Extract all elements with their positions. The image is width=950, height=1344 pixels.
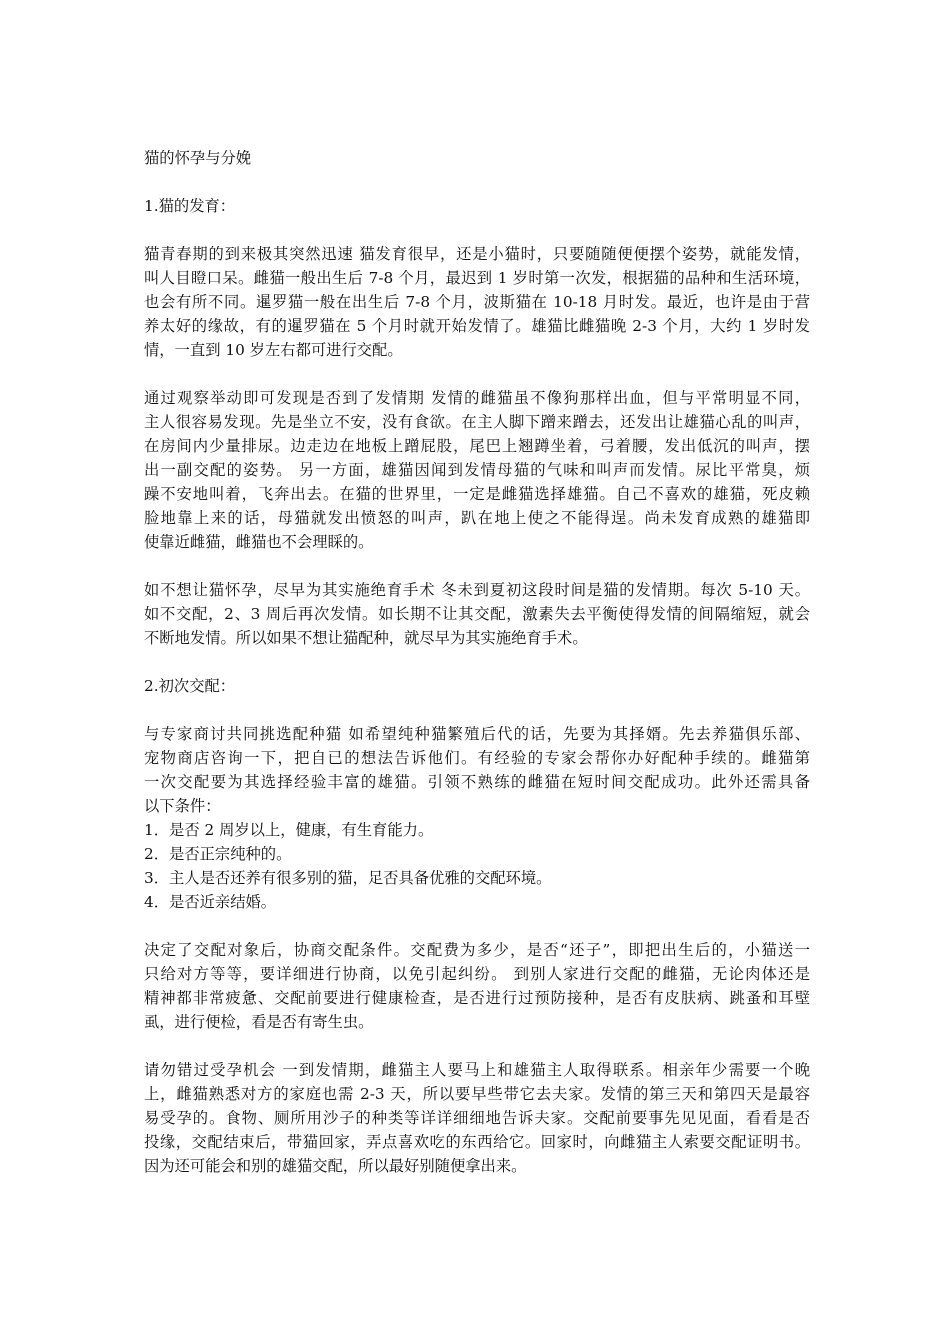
paragraph-line: 一次交配要为其选择经验丰富的雄猫。引领不熟练的雌猫在短时间交配成功。此外还需具备 xyxy=(144,773,810,791)
paragraph-line: 躁不安地叫着，飞奔出去。在猫的世界里，一定是雌猫选择雄猫。自己不喜欢的雄猫，死皮赖 xyxy=(144,485,810,503)
paragraph-mating-terms xyxy=(144,938,810,1034)
paragraph-line: 叫人目瞪口呆。雌猫一般出生后 7-8 个月，最迟到 1 岁时第一次发，根据猫的品种和生活环境， xyxy=(144,269,810,287)
paragraph-line: 通过观察举动即可发现是否到了发情期 发情的雌猫虽不像狗那样出血，但与平常明显不同， xyxy=(144,389,810,407)
paragraph-line: 使靠近雌猫，雌猫也不会理睬的。 xyxy=(144,533,374,551)
paragraph-line: 以下条件： xyxy=(144,797,221,815)
list-item: 1．是否 2 周岁以上，健康，有生育能力。 xyxy=(144,821,434,839)
paragraph-line: 宠物商店咨询一下，把自已的想法告诉他们。有经验的专家会帮你办好配种手续的。雌猫第 xyxy=(144,749,810,767)
paragraph-line: 精神都非常疲惫、交配前要进行健康检查，是否进行过预防接种，是否有皮肤病、跳蚤和耳壁 xyxy=(144,989,810,1007)
paragraph-line: 脸地靠上来的话，母猫就发出愤怒的叫声，趴在地上使之不能得逞。尚未发育成熟的雄猫即 xyxy=(144,509,810,527)
paragraph-line: 易受孕的。食物、厕所用沙子的种类等详详细细地告诉夫家。交配前要事先见见面，看看是否 xyxy=(144,1109,810,1127)
paragraph-line: 养太好的缘故，有的暹罗猫在 5 个月时就开始发情了。雄猫比雌猫晚 2-3 个月，大约 1 岁时发 xyxy=(144,317,810,335)
paragraph-choose-mate xyxy=(144,722,810,818)
paragraph-line: 投缘，交配结束后，带猫回家，弄点喜欢吃的东西给它。回家时，向雌猫主人索要交配证明书。 xyxy=(144,1133,810,1151)
paragraph-line: 决定了交配对象后，协商交配条件。交配费为多少，是否“还子”，即把出生后的，小猫送一 xyxy=(144,941,810,959)
paragraph-line: 与专家商讨共同挑选配种猫 如希望纯种猫繁殖后代的话，先要为其择婿。先去养猫俱乐部、 xyxy=(144,725,810,743)
paragraph-line: 也会有所不同。暹罗猫一般在出生后 7-8 个月，波斯猫在 10-18 月时发。最近，也许是由于营 xyxy=(144,293,810,311)
paragraph-line: 如不交配，2、3 周后再次发情。如长期不让其交配，激素失去平衡使得发情的间隔缩短，就会 xyxy=(144,605,810,623)
paragraph-puberty xyxy=(144,242,810,362)
paragraph-conception-timing xyxy=(144,1058,810,1178)
paragraph-line: 只给对方等等，要详细进行协商，以免引起纠纷。 到别人家进行交配的雌猫，无论肉体还是 xyxy=(144,965,810,983)
section-heading-development: 1.猫的发育： xyxy=(144,197,236,215)
document-page xyxy=(144,146,810,1178)
paragraph-line: 不断地发情。所以如果不想让猫配种，就尽早为其实施绝育手术。 xyxy=(144,629,588,647)
list-item: 2．是否正宗纯种的。 xyxy=(144,845,292,863)
paragraph-line: 如不想让猫怀孕，尽早为其实施绝育手术 冬未到夏初这段时间是猫的发情期。每次 5-10 天。 xyxy=(144,581,810,599)
paragraph-line: 出一副交配的姿势。 另一方面，雄猫因闻到发情母猫的气味和叫声而发情。尿比平常臭，烦 xyxy=(144,461,810,479)
section-heading-first-mating: 2.初次交配： xyxy=(144,677,236,695)
paragraph-line: 情，一直到 10 岁左右都可进行交配。 xyxy=(144,341,403,359)
list-item: 4．是否近亲结婚。 xyxy=(144,893,277,911)
list-item: 3．主人是否还养有很多别的猫，足否具备优雅的交配环境。 xyxy=(144,869,552,887)
paragraph-line: 主人很容易发现。先是坐立不安，没有食欲。在主人脚下蹭来蹭去，还发出让雄猫心乱的叫声， xyxy=(144,413,810,431)
paragraph-sterilization xyxy=(144,578,810,650)
document-title: 猫的怀孕与分娩 xyxy=(144,149,252,167)
paragraph-line: 在房间内少量排尿。边走边在地板上蹭屁股，尾巴上翘蹲坐着，弓着腰，发出低沉的叫声，摆 xyxy=(144,437,810,455)
conditions-list xyxy=(144,818,810,914)
paragraph-estrus-signs xyxy=(144,386,810,554)
paragraph-line: 猫青春期的到来极其突然迅速 猫发育很早，还是小猫时，只要随随便便摆个姿势，就能发情， xyxy=(144,245,810,263)
paragraph-line: 虱，进行便检，看是否有寄生虫。 xyxy=(144,1013,374,1031)
paragraph-line: 因为还可能会和别的雄猫交配，所以最好别随便拿出来。 xyxy=(144,1157,527,1175)
paragraph-line: 请勿错过受孕机会 一到发情期，雌猫主人要马上和雄猫主人取得联系。相亲年少需要一个晚 xyxy=(144,1061,810,1079)
paragraph-line: 上，雌猫熟悉对方的家庭也需 2-3 天，所以要早些带它去夫家。发情的第三天和第四天是最容 xyxy=(144,1085,810,1103)
